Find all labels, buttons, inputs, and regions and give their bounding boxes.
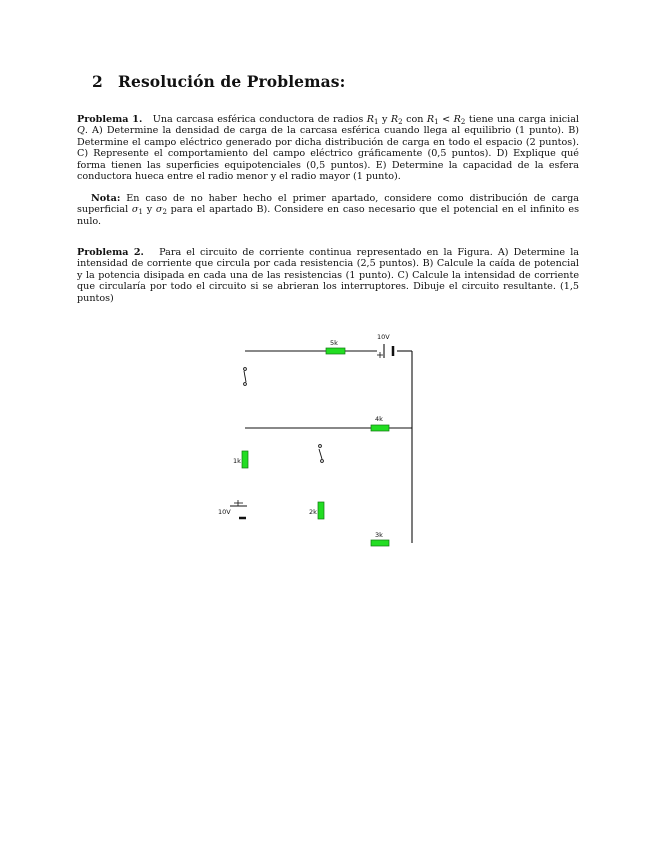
resistor-center-2k [318, 502, 324, 519]
switch-left-contact-top [244, 368, 247, 371]
note-sigma2: σ [155, 204, 163, 216]
p1-r2: R [390, 114, 399, 125]
label-battery-left: 10V [218, 508, 231, 516]
p1-r2-sub: 2 [398, 118, 403, 126]
note-text-b: y [142, 204, 156, 216]
switch-left [244, 368, 247, 386]
p1-r2b-sub: 2 [460, 118, 466, 126]
resistor-top-5k [326, 348, 345, 354]
label-4k: 4k [375, 415, 383, 423]
switch-left-blade [244, 371, 246, 382]
label-2k: 2k [309, 508, 317, 516]
p1-text-b: y [378, 114, 391, 125]
switch-center-contact-bottom [321, 460, 324, 463]
section-title-text: Resolución de Problemas: [118, 72, 346, 91]
p1-lt: < [438, 114, 454, 125]
p1-r1b-sub: 1 [434, 118, 439, 126]
label-battery-top: 10V [377, 333, 390, 341]
note-sigma2-sub: 2 [162, 208, 167, 217]
p1-text-e: . A) Determine la densidad de carga de la carcasa esférica cuando llega al equilibrio (1 punto). B) Determine el campo eléctrico generado por dicha distribución de carga en todo el espacio (2 puntos). C) Represente el comportamiento del campo eléctrico gráficamente (0,5 puntos). D) Explique qué forma tienen las superficies equipotenciales (0,5 puntos). E) Determine la capacidad de la esfera conductora hueca entre el radio menor y el radio mayor (1 punto). [77, 125, 579, 183]
note-sigma1: σ [131, 204, 139, 216]
resistor-group [242, 348, 389, 546]
p1-r1-sub: 1 [374, 118, 379, 126]
resistor-bottom-3k [371, 540, 389, 546]
section-number: 2 [92, 72, 103, 91]
p1-text-d: tiene una carga inicial [465, 114, 579, 125]
p2-text: Para el circuito de corriente continua representado en la Figura. A) Determine la intensidad de corriente que circula por cada resistencia (2,5 puntos). B) Calcule la caída de potencial y la potencia disipada en cada una de las resistencias (1 punto). C) Calcule la intensidad de corriente que circularía por todo el circuito si se abrieran los interruptores. Dibuje el circuito resultante. (1,5 puntos) [77, 247, 579, 304]
switch-left-contact-bottom [244, 383, 247, 386]
p1-text-c: con [402, 114, 427, 125]
note-label: Nota: [91, 193, 121, 204]
p1-text-a: Una carcasa esférica conductora de radios [152, 114, 367, 125]
resistor-mid-4k [371, 425, 389, 431]
switch-center-blade [319, 449, 322, 459]
p1-r1: R [366, 114, 374, 125]
switch-center [319, 445, 324, 463]
note-text-c: para el apartado B). Considere en caso necesario que el potencial en el infinito es nulo. [77, 204, 579, 227]
p1-r1b: R [426, 114, 435, 125]
p1-q: Q [77, 125, 85, 137]
resistor-left-1k [242, 451, 248, 468]
switch-center-contact-top [319, 445, 322, 448]
note-text-a: En caso de no haber hecho el primer apartado, considere como distribución de carga superficial [77, 193, 579, 216]
problem-2-label: Problema 2. [77, 247, 144, 258]
label-5k: 5k [330, 339, 338, 347]
problem-1-label: Problema 1. [77, 114, 143, 125]
label-1k: 1k [233, 457, 241, 465]
p1-r2b: R [453, 114, 461, 125]
label-3k: 3k [375, 531, 383, 539]
note-sigma1-sub: 1 [138, 208, 143, 217]
